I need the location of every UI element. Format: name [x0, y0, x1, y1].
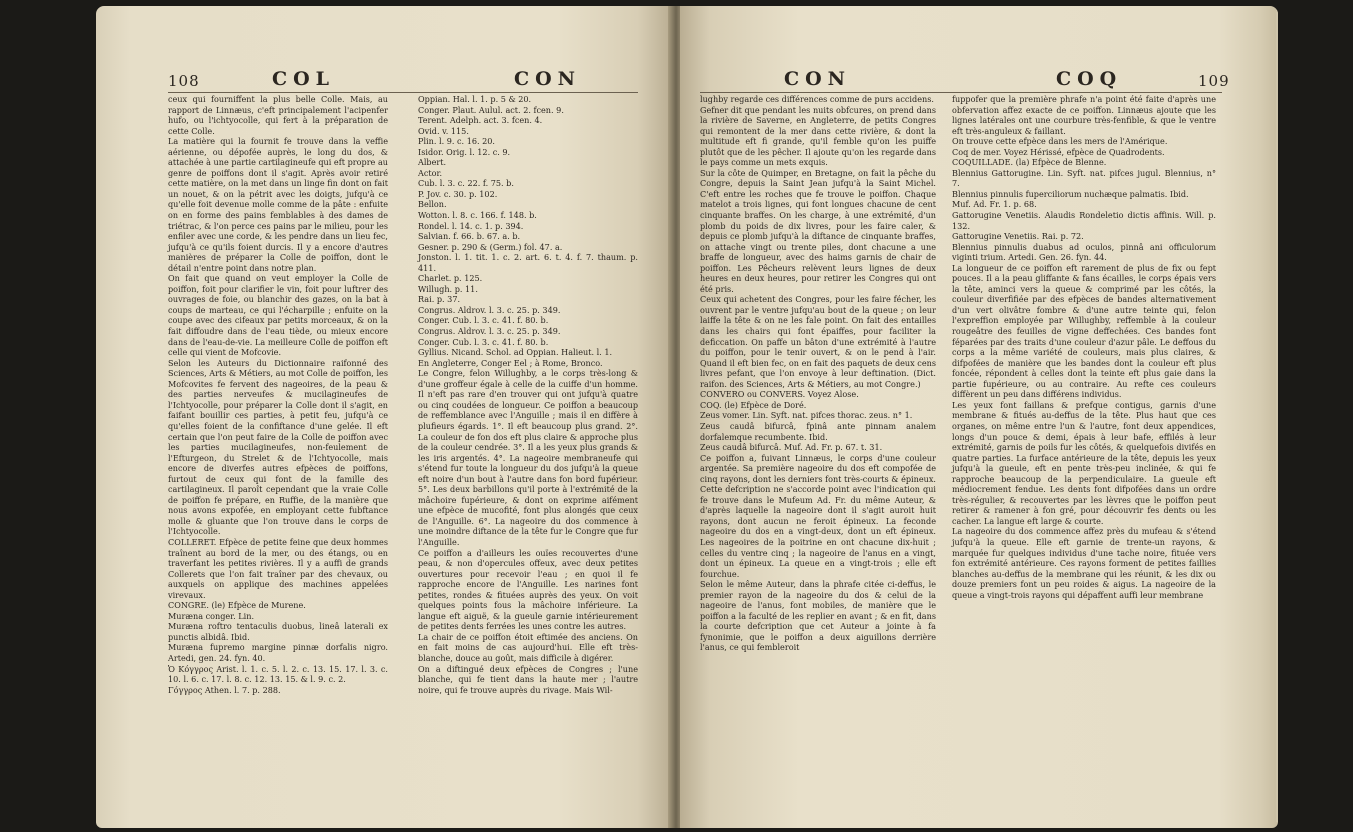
paragraph: Muræna conger. Lin.	[168, 610, 255, 621]
paragraph: Cub. l. 3. c. 22. f. 75. b.	[418, 178, 514, 189]
paragraph: Gyllius. Nicand. Schol. ad Oppian. Halieut. l. 1.	[418, 347, 613, 358]
text-column	[168, 94, 388, 695]
paragraph: Gefner dit que pendant les nuits obfcures, on prend dans la rivière de Saverne, en Angleterre, de petits Congres qui remontent de la mer dans cette rivière, & dont la multitude eft fi grande, qu'il femble qu'on les puiffe plutôt que de les pêcher. Il ajoute qu'on les regarde dans le pays comme un mets exquis.	[700, 104, 936, 168]
running-head: CON	[784, 68, 852, 90]
paragraph: Blennius Gattorugine. Lin. Syft. nat. pifces jugul. Blennius, n° 7.	[952, 167, 1216, 189]
paragraph: Albert.	[418, 157, 447, 168]
paragraph: Γόγγρος Athen. l. 7. p. 288.	[168, 684, 281, 695]
paragraph: Bellon.	[418, 199, 447, 210]
paragraph: P. Jov. c. 30. p. 102.	[418, 188, 498, 199]
paragraph: Selon le même Auteur, dans la phrafe citée ci-deffus, le premier rayon de la nageoire du dos & celui de la nageoire de l'anus, font mobiles, de manière que le poiffon a la faculté de les replier en avant ; & en fit, dans la courte defcription que cet Auteur a jointe à fa fynonimie, que le poiffon a deux aiguillons derrière l'anus, ce qui fembleroit	[700, 579, 936, 653]
paragraph: Conger. Cub. l. 3. c. 41. f. 80. b.	[418, 315, 549, 326]
paragraph: Terent. Adelph. act. 3. fcen. 4.	[418, 115, 543, 126]
paragraph: Gattorugine Venetiis. Rai. p. 72.	[952, 231, 1084, 242]
paragraph: Zeus caudâ bifurcâ, fpinâ ante pinnam analem dorfalemque recumbente. Ibid.	[700, 420, 936, 442]
paragraph: Le Congre, felon Willughby, a le corps très-long & d'une groffeur égale à celle de la cuiffe d'un homme. Il n'eft pas rare d'en trouver qui ont jufqu'à quatre ou cinq coudées de longueur. Ce poiffon a beaucoup de reffemblance avec l'Anguille ; mais il en diffère à plufieurs égards. 1°. Il eft beaucoup plus grand. 2°. La couleur de fon dos eft plus claire & approche plus de la couleur cendrée. 3°. Il a les yeux plus grands & les iris argentés. 4°. La nageoire membraneufe qui s'étend fur toute la longueur du dos jufqu'à la queue eft noire d'un bout à l'autre dans fon bord fupérieur. 5°. Les deux barbillons qu'il porte à l'extrémité de la mâchoire fupérieure, & dont on exprime aifément une efpèce de mucofité, font plus alongés que ceux de l'Anguille. 6°. La nageoire du dos commence à une moindre diftance de la tête fur le Congre que fur l'Anguille.	[418, 368, 638, 547]
paragraph: lughby regarde ces différences comme de purs accidens.	[700, 94, 934, 104]
right-page	[680, 6, 1278, 828]
paragraph: Ce poiffon a, fuivant Linnæus, le corps d'une couleur argentée. Sa première nageoire du dos eft compofée de cinq rayons, dont les derniers font très-courts & épineux. Cette defcription ne s'accorde point avec l'indication qui fe trouve dans le Mufeum Ad. Fr. du même Auteur, & d'après laquelle la nageoire dont il s'agit auroit huit rayons, dont aucun ne feroit épineux. La feconde nageoire du dos en a vingt-deux, dont un eft épineux. Les nageoires de la poitrine en ont chacune dix-huit ; celles du ventre cinq ; la nageoire de l'anus en a vingt, dont un épineux. La queue en a vingt-trois ; elle eft fourchue.	[700, 452, 936, 579]
paragraph: La matière qui la fournit fe trouve dans la veffie aérienne, ou dépofée auprès, le long du dos, & attachée à une partie cartilagineufe qui eft propre au genre de poiffons dont il s'agit. Après avoir retiré cette matière, on la met dans un linge fin dont on fait un nouet, & on la pétrit avec les doigts, jufqu'à ce qu'elle foit devenue molle comme de la pâte : enfuite on en forme des pains femblables à des dames de triétrac, & l'on perce ces pains par le milieu, pour les enfiler avec une corde, & les pendre dans un lieu fec, jufqu'à ce qu'ils foient durcis. Il y a encore d'autres manières de préparer la Colle de poiffon, dont le détail n'entre point dans notre plan.	[168, 136, 388, 273]
paragraph: En Angleterre, Conger Eel ; à Rome, Bronco.	[418, 357, 603, 368]
paragraph: On a diftingué deux efpèces de Congres ; l'une blanche, qui fe tient dans la haute mer ; l'autre noire, qui fe trouve auprès du rivage. Mais Wil-	[418, 663, 638, 695]
paragraph: Gesner. p. 290 & (Germ.) fol. 47. a.	[418, 241, 563, 252]
paragraph: Gattorugine Venetiis. Alaudis Rondeletio dictis affinis. Will. p. 132.	[952, 210, 1216, 231]
left-page	[96, 6, 672, 828]
paragraph: Ovid. v. 115.	[418, 125, 469, 136]
paragraph: Zeus vomer. Lin. Syft. nat. pifces thorac. zeus. n° 1.	[700, 410, 913, 421]
paragraph: Blennius pinnulis duabus ad oculos, pinnâ ani officulorum viginti trium. Artedi. Gen. 26. fyn. 44.	[952, 241, 1216, 263]
paragraph: ceux qui fourniffent la plus belle Colle. Mais, au rapport de Linnæus, c'eft principalement l'acipenfer hufo, ou l'ichtyocolle, qui fert à la préparation de cette Colle.	[168, 94, 388, 136]
paragraph: Actor.	[418, 167, 443, 178]
open-book	[96, 6, 1278, 828]
paragraph: Isidor. Orig. l. 12. c. 9.	[418, 146, 511, 157]
paragraph: fuppofer que la première phrafe n'a point été faite d'après une obfervation affez exacte de ce poiffon. Linnæus ajoute que les lignes latérales ont une courbure très-fenfible, & que le ventre eft très-anguleux & faillant.	[952, 94, 1216, 136]
paragraph: La chair de ce poiffon étoit eftimée des anciens. On en fait moins de cas aujourd'hui. Elle eft très-blanche, douce au goût, mais difficile à digérer.	[418, 631, 638, 663]
running-head: COL	[272, 68, 336, 90]
text-column	[952, 94, 1216, 600]
text-column	[700, 94, 936, 653]
paragraph: Coq de mer. Voyez Hérissé, efpèce de Quadrodents.	[952, 146, 1165, 157]
page-edges	[1276, 10, 1278, 822]
paragraph: On fait que quand on veut employer la Colle de poiffon, foit pour clarifier le vin, foit pour luftrer des ouvrages de foie, ou blanchir des gazes, on la bat à coups de marteau, ce qui l'écharpille ; enfuite on la coupe avec des cifeaux par petits morceaux, & on la fait diffoudre dans de l'eau tiède, ou mieux encore dans de l'eau-de-vie. La meilleure Colle de poiffon eft celle qui vient de Mofcovie.	[168, 273, 388, 358]
paragraph: Rondel. l. 14. c. 1. p. 394.	[418, 220, 524, 231]
paragraph: CONGRE. (le) Efpèce de Murene.	[168, 600, 306, 611]
paragraph: La nageoire du dos commence affez près du mufeau & s'étend jufqu'à la queue. Elle eft garnie de trente-un rayons, & marquée fur quelques individus d'une tache noire, fituée vers fon extrémité antérieure. Ces rayons forment de petites faillies blanches au-deffus de la membrane qui les réunit, & les dix ou douze premiers font un peu roides & aigus. La nageoire de la queue a vingt-trois rayons qui dépaffent auffi leur membrane	[952, 526, 1216, 600]
paragraph: Jonston. l. 1. tit. 1. c. 2. art. 6. t. 4. f. 7. thaum. p. 411.	[418, 252, 638, 273]
paragraph: Selon les Auteurs du Dictionnaire raifonné des Sciences, Arts & Métiers, au mot Colle de poiffon, les Mofcovites fe fervent des nageoires, de la peau & des parties nerveufes & mucilagineufes de l'Ichtyocolle, pour préparer la Colle dont il s'agit, en faifant bouillir ces parties, à petit feu, jufqu'à ce qu'elles foient de la confiftance d'une gelée. Il eft certain que l'on peut faire de la Colle de poiffon avec les parties mucilagineufes, non-feulement de l'Efturgeon, du Strelet & de l'Ichtyocolle, mais encore de diverfes autres efpèces de poiffons, furtout de ceux qui font de la famille des cartilagineux. Il paroît cependant que la vraie Colle de poiffon fe prépare, en Ruffie, de la manière que nous avons expofée, en employant cette fubftance molle & gluante que l'on trouve dans le corps de l'Ichtyocolle.	[168, 357, 388, 537]
paragraph: Ceux qui achetent des Congres, pour les faire fécher, les ouvrent par le ventre jufqu'au bout de la queue ; on leur laiffe la tête & on ne les fale point. On fait des entailles dans les chairs qui font épaiffes, pour faciliter la deficcation. On paffe un bâton d'une extrémité à l'autre du poiffon, pour le tenir ouvert, & on le pend à l'air. Quand il eft bien fec, on en fait des paquets de deux cens livres pefant, que l'on envoye à leur deftination. (Dict. raifon. des Sciences, Arts & Métiers, au mot Congre.)	[700, 294, 936, 389]
paragraph: Charlet. p. 125.	[418, 273, 483, 284]
paragraph: Oppian. Hal. l. 1. p. 5 & 20.	[418, 94, 532, 104]
paragraph: Ce poiffon a d'ailleurs les ouïes recouvertes d'une peau, & non d'opercules offeux, avec deux petites ouvertures pour recevoir l'eau ; en quoi il fe rapproche encore de l'Anguille. Les narines font petites, rondes & fituées auprès des yeux. On voit quelques points fous la mâchoire inférieure. La langue eft aiguë, & la gueule garnie intérieurement de petites dents ferrées les unes contre les autres.	[418, 547, 638, 632]
paragraph: CONVERO ou CONVERS. Voyez Alose.	[700, 389, 859, 400]
paragraph: Willugh. p. 11.	[418, 283, 478, 294]
paragraph: Muræna roftro tentaculis duobus, lineâ laterali ex punctis albidâ. Ibid.	[168, 621, 388, 642]
paragraph: Zeus caudâ bifurcâ. Muf. Ad. Fr. p. 67. t. 31.	[700, 442, 883, 453]
paragraph: Wotton. l. 8. c. 166. f. 148. b.	[418, 210, 537, 221]
paragraph: COQUILLADE. (la) Efpèce de Blenne.	[952, 157, 1107, 168]
text-column	[418, 94, 638, 695]
paragraph: Muf. Ad. Fr. 1. p. 68.	[952, 199, 1037, 210]
running-head: CON	[514, 68, 582, 90]
paragraph: Sur la côte de Quimper, en Bretagne, on fait la pêche du Congre, depuis la Saint Jean jufqu'à la Saint Michel. C'eft entre les roches que fe trouve le poiffon. Chaque matelot a trois lignes, qui font longues chacune de cent cinquante braffes. On les charge, à une extrémité, d'un plomb du poids de dix livres, pour les faire caler, & depuis ce plomb jufqu'à la diftance de cinquante braffes, on attache vingt ou trente piles, dont chacune a une braffe de longueur, avec des haims garnis de chair de poiffon. Les Pêcheurs relèvent leurs lignes de deux heures en deux heures, pour retirer les Congres qui ont été pris.	[700, 167, 936, 294]
paragraph: Rai. p. 37.	[418, 294, 461, 305]
paragraph: COQ. (le) Efpèce de Doré.	[700, 399, 807, 410]
running-head: COQ	[1056, 68, 1123, 90]
page-number: 109	[1198, 72, 1230, 90]
paragraph: Les yeux font faillans & prefque contigus, garnis d'une membrane & fitués au-deffus de la tête. Plus haut que ces organes, on même entre l'un & l'autre, font deux appendices, longs d'un pouce & demi, épais à leur bafe, effilés à leur extrémité, garnis de poils fur les côtés, & quelquefois divifés en quatre parties. La furface antérieure de la tête, depuis les yeux jufqu'à la gueule, eft en pente très-peu inclinée, & qui fe rapproche beaucoup de la perpendiculaire. La gueule eft médiocrement fendue. Les dents font difpofées dans un ordre très-régulier, & recouvertes par les lèvres que le poiffon peut retirer & ramener à fon gré, pour découvrir fes dents ou les cacher. La langue eft large & courte.	[952, 399, 1216, 526]
paragraph: Congrus. Aldrov. l. 3. c. 25. p. 349.	[418, 304, 561, 315]
paragraph: Ὁ Κόγγρος Arist. l. 1. c. 5. l. 2. c. 13. 15. 17. l. 3. c. 10. l. 6. c. 17. l. 8. c. 12. 13. 15. & l. 9. c. 2.	[168, 663, 388, 685]
paragraph: Congrus. Aldrov. l. 3. c. 25. p. 349.	[418, 326, 561, 337]
paragraph: Conger. Plaut. Aulul. act. 2. fcen. 9.	[418, 104, 564, 115]
page-number: 108	[168, 72, 200, 90]
paragraph: COLLERET. Efpèce de petite feine que deux hommes traînent au bord de la mer, ou des étangs, ou en traverfant les petites rivières. Il y a auffi de grands Collerets que l'on fait traîner par des chevaux, ou auxquels on applique des machines appelées virevaux.	[168, 536, 388, 600]
paragraph: On trouve cette efpèce dans les mers de l'Amérique.	[952, 136, 1168, 147]
paragraph: Muræna fupremo margine pinnæ dorfalis nigro. Artedi, gen. 24. fyn. 40.	[168, 642, 388, 663]
paragraph: Salvian. f. 66. b. 67. a. b.	[418, 231, 521, 242]
header-rule	[700, 92, 1222, 93]
paragraph: Plin. l. 9. c. 16. 20.	[418, 136, 496, 147]
paragraph: Blennius pinnulis fuperciliorum nuchæque palmatis. Ibid.	[952, 188, 1189, 199]
paragraph: La longueur de ce poiffon eft rarement de plus de fix ou fept pouces. Il a la peau gliffante & fans écailles, le corps épais vers la tête, aminci vers la queue & comprimé par les côtés, la couleur diverfifiée par des efpèces de bandes alternativement d'un vert olivâtre fombre & d'une autre teinte qui, felon l'expreffion employée par Willughby, reffemble à la couleur rougeâtre des feuilles de vigne deffechées. Ces bandes font féparées par des traits d'une couleur d'azur pâle. Le deffous du corps a la même variété de couleurs, mais plus claires, & difpofées de manière que les bandes dont la couleur eft plus foncée, répondent à celles dont la teinte eft plus gaie dans la partie fupérieure, ou au contraire. Au refte ces couleurs diffèrent un peu dans différens individus.	[952, 262, 1216, 400]
paragraph: Conger. Cub. l. 3. c. 41. f. 80. b.	[418, 336, 549, 347]
header-rule	[168, 92, 638, 93]
